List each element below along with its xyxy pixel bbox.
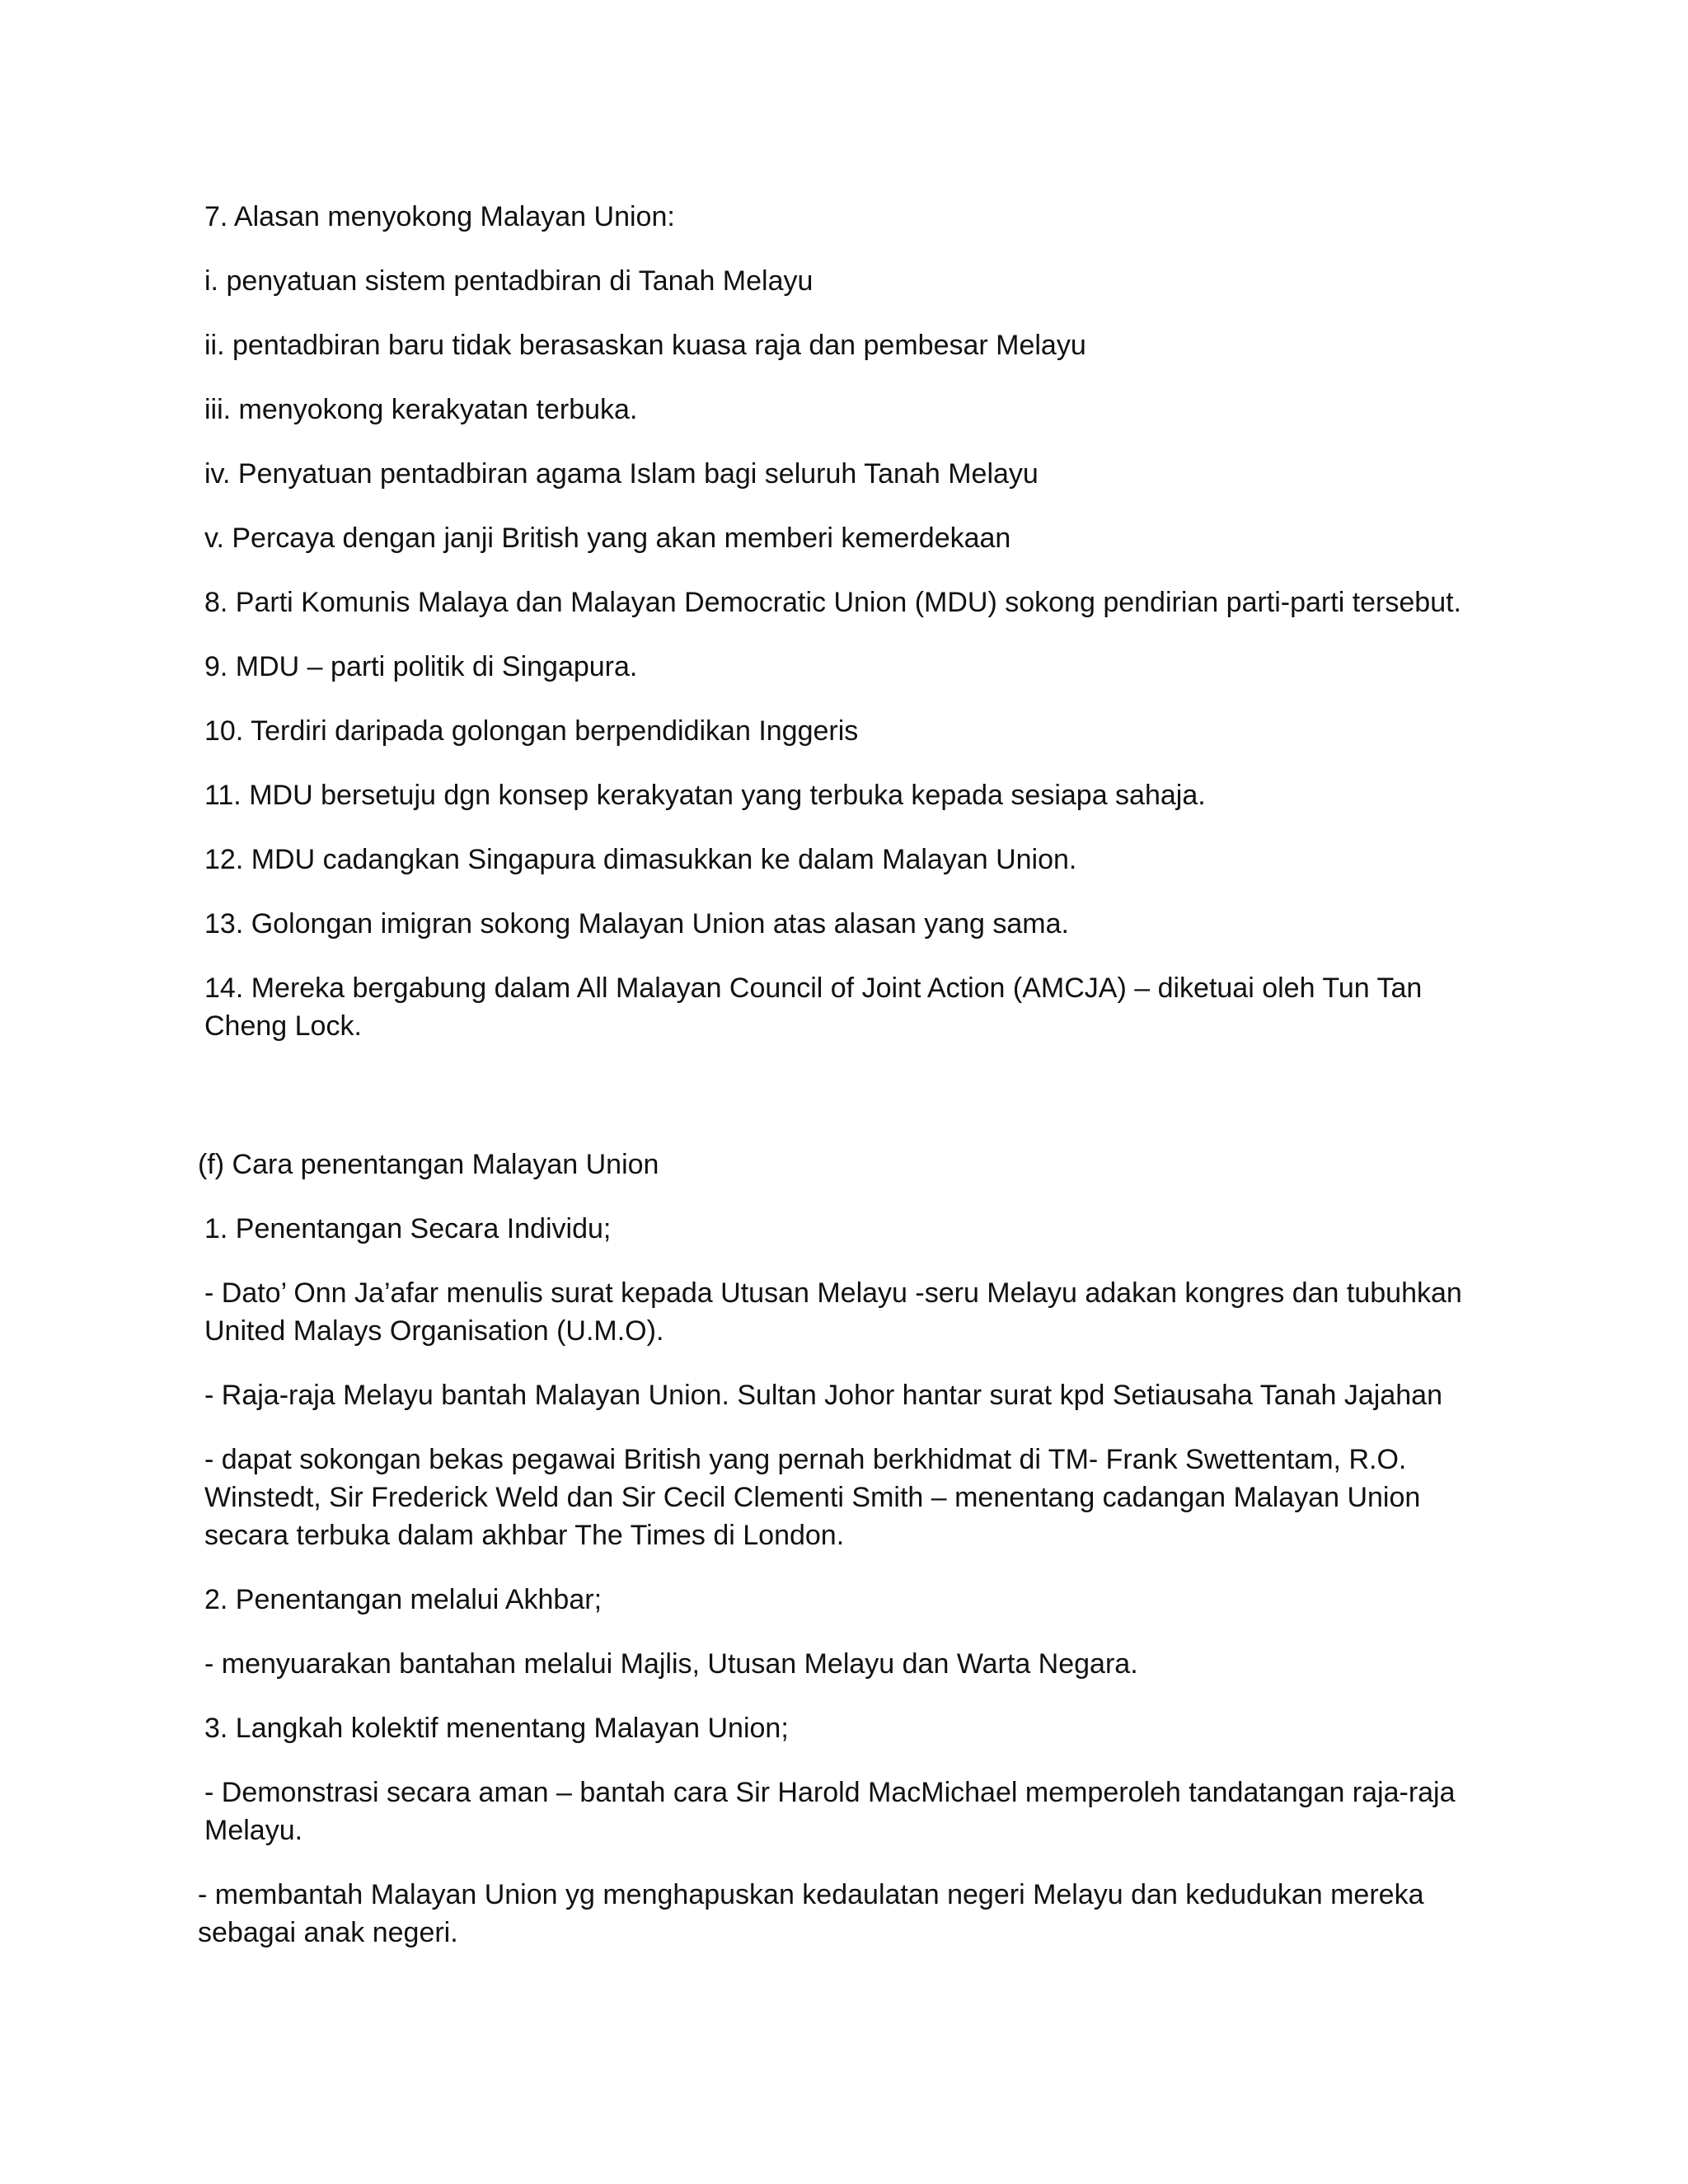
- opposition-item: - menyuarakan bantahan melalui Majlis, Utusan Melayu dan Warta Negara.: [204, 1648, 1138, 1680]
- numbered-point: 11. MDU bersetuju dgn konsep kerakyatan yang terbuka kepada sesiapa sahaja.: [204, 780, 1206, 811]
- reason-item: i. penyatuan sistem pentadbiran di Tanah Melayu: [204, 265, 814, 297]
- opposition-item: - Demonstrasi secara aman – bantah cara Sir Harold MacMichael memperoleh tandatangan raja-raja Melayu.: [204, 1777, 1456, 1846]
- section-spacer: [198, 1071, 1500, 1146]
- opposition-item: - membantah Malayan Union yg menghapuskan kedaulatan negeri Melayu dan kedudukan mereka sebagai anak negeri.: [198, 1879, 1424, 1948]
- opposition-item: - Dato’ Onn Ja’afar menulis surat kepada Utusan Melayu -seru Melayu adakan kongres dan tubuhkan United Malays Organisation (U.M.O).: [204, 1277, 1462, 1347]
- opposition-item: - dapat sokongan bekas pegawai British yang pernah berkhidmat di TM- Frank Swettentam, R.O. Winstedt, Sir Frederick Weld dan Sir Cecil Clementi Smith – menentang cadangan Malayan Union secara terbuka dalam akhbar The Times di London.: [204, 1444, 1421, 1551]
- document-body: [198, 198, 1500, 1978]
- opposition-item: 2. Penentangan melalui Akhbar;: [204, 1584, 603, 1615]
- opposition-item: 3. Langkah kolektif menentang Malayan Union;: [204, 1713, 789, 1744]
- numbered-point: 12. MDU cadangkan Singapura dimasukkan ke dalam Malayan Union.: [204, 844, 1077, 875]
- numbered-point: 9. MDU – parti politik di Singapura.: [204, 651, 638, 682]
- numbered-point: 8. Parti Komunis Malaya dan Malayan Democratic Union (MDU) sokong pendirian parti-parti tersebut.: [204, 587, 1462, 618]
- numbered-point: 10. Terdiri daripada golongan berpendidikan Inggeris: [204, 715, 859, 747]
- opposition-item: 1. Penentangan Secara Individu;: [204, 1213, 612, 1244]
- numbered-point: 13. Golongan imigran sokong Malayan Union atas alasan yang sama.: [204, 908, 1069, 940]
- numbered-point: 14. Mereka bergabung dalam All Malayan Council of Joint Action (AMCJA) – diketuai oleh Tun Tan Cheng Lock.: [204, 972, 1423, 1042]
- section-e-heading: 7. Alasan menyokong Malayan Union:: [204, 201, 675, 232]
- reason-item: ii. pentadbiran baru tidak berasaskan kuasa raja dan pembesar Melayu: [204, 330, 1086, 361]
- reason-item: v. Percaya dengan janji British yang akan memberi kemerdekaan: [204, 523, 1011, 554]
- reason-item: iii. menyokong kerakyatan terbuka.: [204, 394, 638, 425]
- reason-item: iv. Penyatuan pentadbiran agama Islam bagi seluruh Tanah Melayu: [204, 458, 1039, 490]
- section-f-heading: (f) Cara penentangan Malayan Union: [198, 1149, 659, 1180]
- opposition-item: - Raja-raja Melayu bantah Malayan Union. Sultan Johor hantar surat kpd Setiausaha Tanah Jajahan: [204, 1380, 1442, 1411]
